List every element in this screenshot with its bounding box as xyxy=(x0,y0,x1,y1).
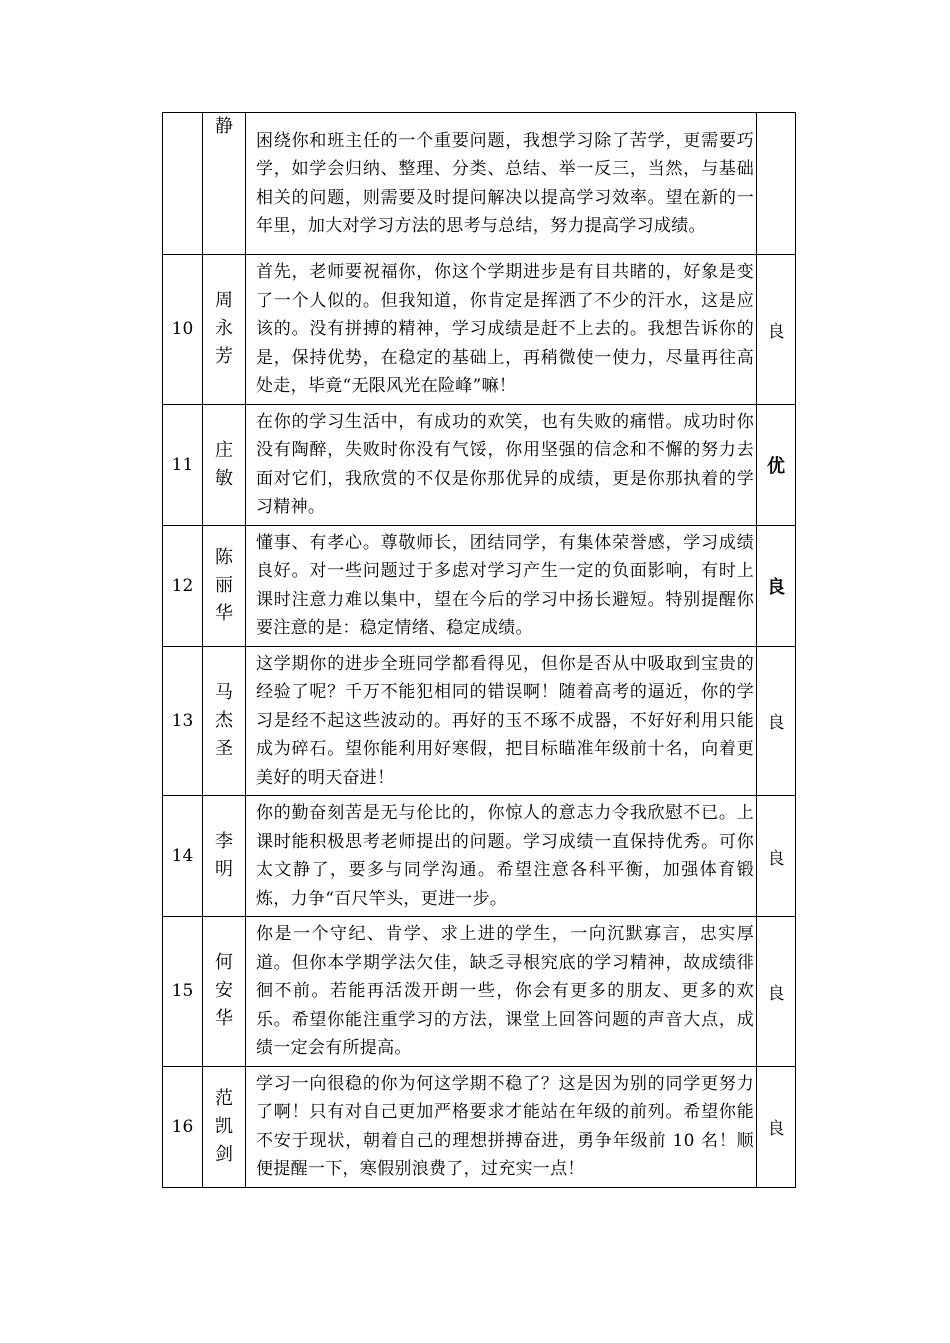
teacher-comment: 你是一个守纪、肯学、求上进的学生，一向沉默寡言，忠实厚道。但你本学期学法欠佳，缺乏寻根究底的学习精神，故成绩徘徊不前。若能再活泼开朗一些，你会有更多的朋友、更多的欢乐。希望你能注重学习的方法，课堂上回答问题的声音大点，成绩一定会有所提高。 xyxy=(246,917,757,1067)
row-number: 14 xyxy=(163,796,203,917)
student-name-char: 安 xyxy=(215,980,233,1002)
teacher-comment: 懂事、有孝心。尊敬师长，团结同学，有集体荣誉感，学习成绩良好。对一些问题过于多虑对学习产生一定的负面影响，有时上课时注意力难以集中，望在今后的学习中扬长避短。特别提醒你要注意的是：稳定情绪、稳定成绩。 xyxy=(246,525,757,646)
grade-cell: 良 xyxy=(757,525,796,646)
table-row xyxy=(163,796,796,917)
student-name-char: 陈 xyxy=(215,546,233,568)
row-number: 15 xyxy=(163,917,203,1067)
student-name xyxy=(203,917,246,1067)
student-name xyxy=(203,796,246,917)
student-name-char: 芳 xyxy=(215,346,233,368)
row-number: 12 xyxy=(163,525,203,646)
student-name-char: 丽 xyxy=(215,574,233,596)
table-row xyxy=(163,1066,796,1187)
grade-cell: 良 xyxy=(757,646,796,796)
table-row xyxy=(163,113,796,255)
student-name-char: 华 xyxy=(215,602,233,624)
teacher-comment: 你的勤奋刻苦是无与伦比的，你惊人的意志力令我欣慰不已。上课时能积极思考老师提出的问题。学习成绩一直保持优秀。可你太文静了，要多与同学沟通。希望注意各科平衡，加强体育锻炼，力争“百尺竿头，更进一步。 xyxy=(246,796,757,917)
table-row xyxy=(163,646,796,796)
table-row xyxy=(163,255,796,405)
grade-cell: 良 xyxy=(757,1066,796,1187)
teacher-comment: 困绕你和班主任的一个重要问题，我想学习除了苦学，更需要巧学，如学会归纳、整理、分类、总结、举一反三，当然，与基础相关的问题，则需要及时提问解决以提高学习效率。望在新的一年里，加大对学习方法的思考与总结，努力提高学习成绩。 xyxy=(246,113,757,255)
table-row xyxy=(163,404,796,525)
student-name xyxy=(203,255,246,405)
student-name-char: 明 xyxy=(215,859,233,880)
student-name-char: 庄 xyxy=(215,439,233,461)
row-number: 11 xyxy=(163,404,203,525)
grade-cell: 优 xyxy=(757,404,796,525)
row-number: 10 xyxy=(163,255,203,405)
student-name xyxy=(203,646,246,796)
student-name xyxy=(203,113,246,255)
table-row xyxy=(163,525,796,646)
teacher-comment: 这学期你的进步全班同学都看得见，但你是否从中吸取到宝贵的经验了呢？千万不能犯相同的错误啊！随着高考的逼近，你的学习是经不起这些波动的。再好的玉不琢不成器，不好好利用只能成为碎石。望你能利用好寒假，把目标瞄准年级前十名，向着更美好的明天奋进！ xyxy=(246,646,757,796)
student-name-char: 周 xyxy=(215,290,233,312)
student-name-char: 永 xyxy=(215,318,233,340)
row-number: 16 xyxy=(163,1066,203,1187)
row-number: 13 xyxy=(163,646,203,796)
student-name xyxy=(203,1066,246,1187)
teacher-comment: 首先，老师要祝福你，你这个学期进步是有目共睹的，好象是变了一个人似的。但我知道，你肯定是挥洒了不少的汗水，这是应该的。没有拼搏的精神，学习成绩是赶不上去的。我想告诉你的是，保持优势，在稳定的基础上，再稍微使一使力，尽量再往高处走，毕竟“无限风光在险峰”嘛！ xyxy=(246,255,757,405)
teacher-comment: 学习一向很稳的你为何这学期不稳了？这是因为别的同学更努力了啊！只有对自己更加严格要求才能站在年级的前列。希望你能不安于现状，朝着自己的理想拼搏奋进，勇争年级前 10 名！顺便提醒一下，寒假别浪费了，过充实一点！ xyxy=(246,1066,757,1187)
student-name-char: 何 xyxy=(215,952,233,974)
grade-cell xyxy=(757,113,796,255)
grade-cell: 良 xyxy=(757,796,796,917)
student-name xyxy=(203,404,246,525)
student-name-char: 静 xyxy=(215,116,233,137)
grade-cell: 良 xyxy=(757,255,796,405)
student-name-char: 敏 xyxy=(215,467,233,489)
table-row xyxy=(163,917,796,1067)
grade-cell: 良 xyxy=(757,917,796,1067)
student-name-char: 杰 xyxy=(215,709,233,731)
student-name-char: 华 xyxy=(215,1008,233,1030)
student-name-char: 圣 xyxy=(215,737,233,759)
student-name-char: 马 xyxy=(215,681,233,703)
student-name-char: 剑 xyxy=(215,1143,233,1165)
student-name-char: 范 xyxy=(215,1087,233,1109)
row-number xyxy=(163,113,203,255)
student-name xyxy=(203,525,246,646)
table-body xyxy=(163,113,796,1188)
student-name-char: 凯 xyxy=(215,1115,233,1137)
student-comments-table xyxy=(162,112,796,1188)
student-name-char: 李 xyxy=(215,831,233,852)
teacher-comment: 在你的学习生活中，有成功的欢笑，也有失败的痛惜。成功时你没有陶醉，失败时你没有气馁，你用坚强的信念和不懈的努力去面对它们，我欣赏的不仅是你那优异的成绩，更是你那执着的学习精神。 xyxy=(246,404,757,525)
